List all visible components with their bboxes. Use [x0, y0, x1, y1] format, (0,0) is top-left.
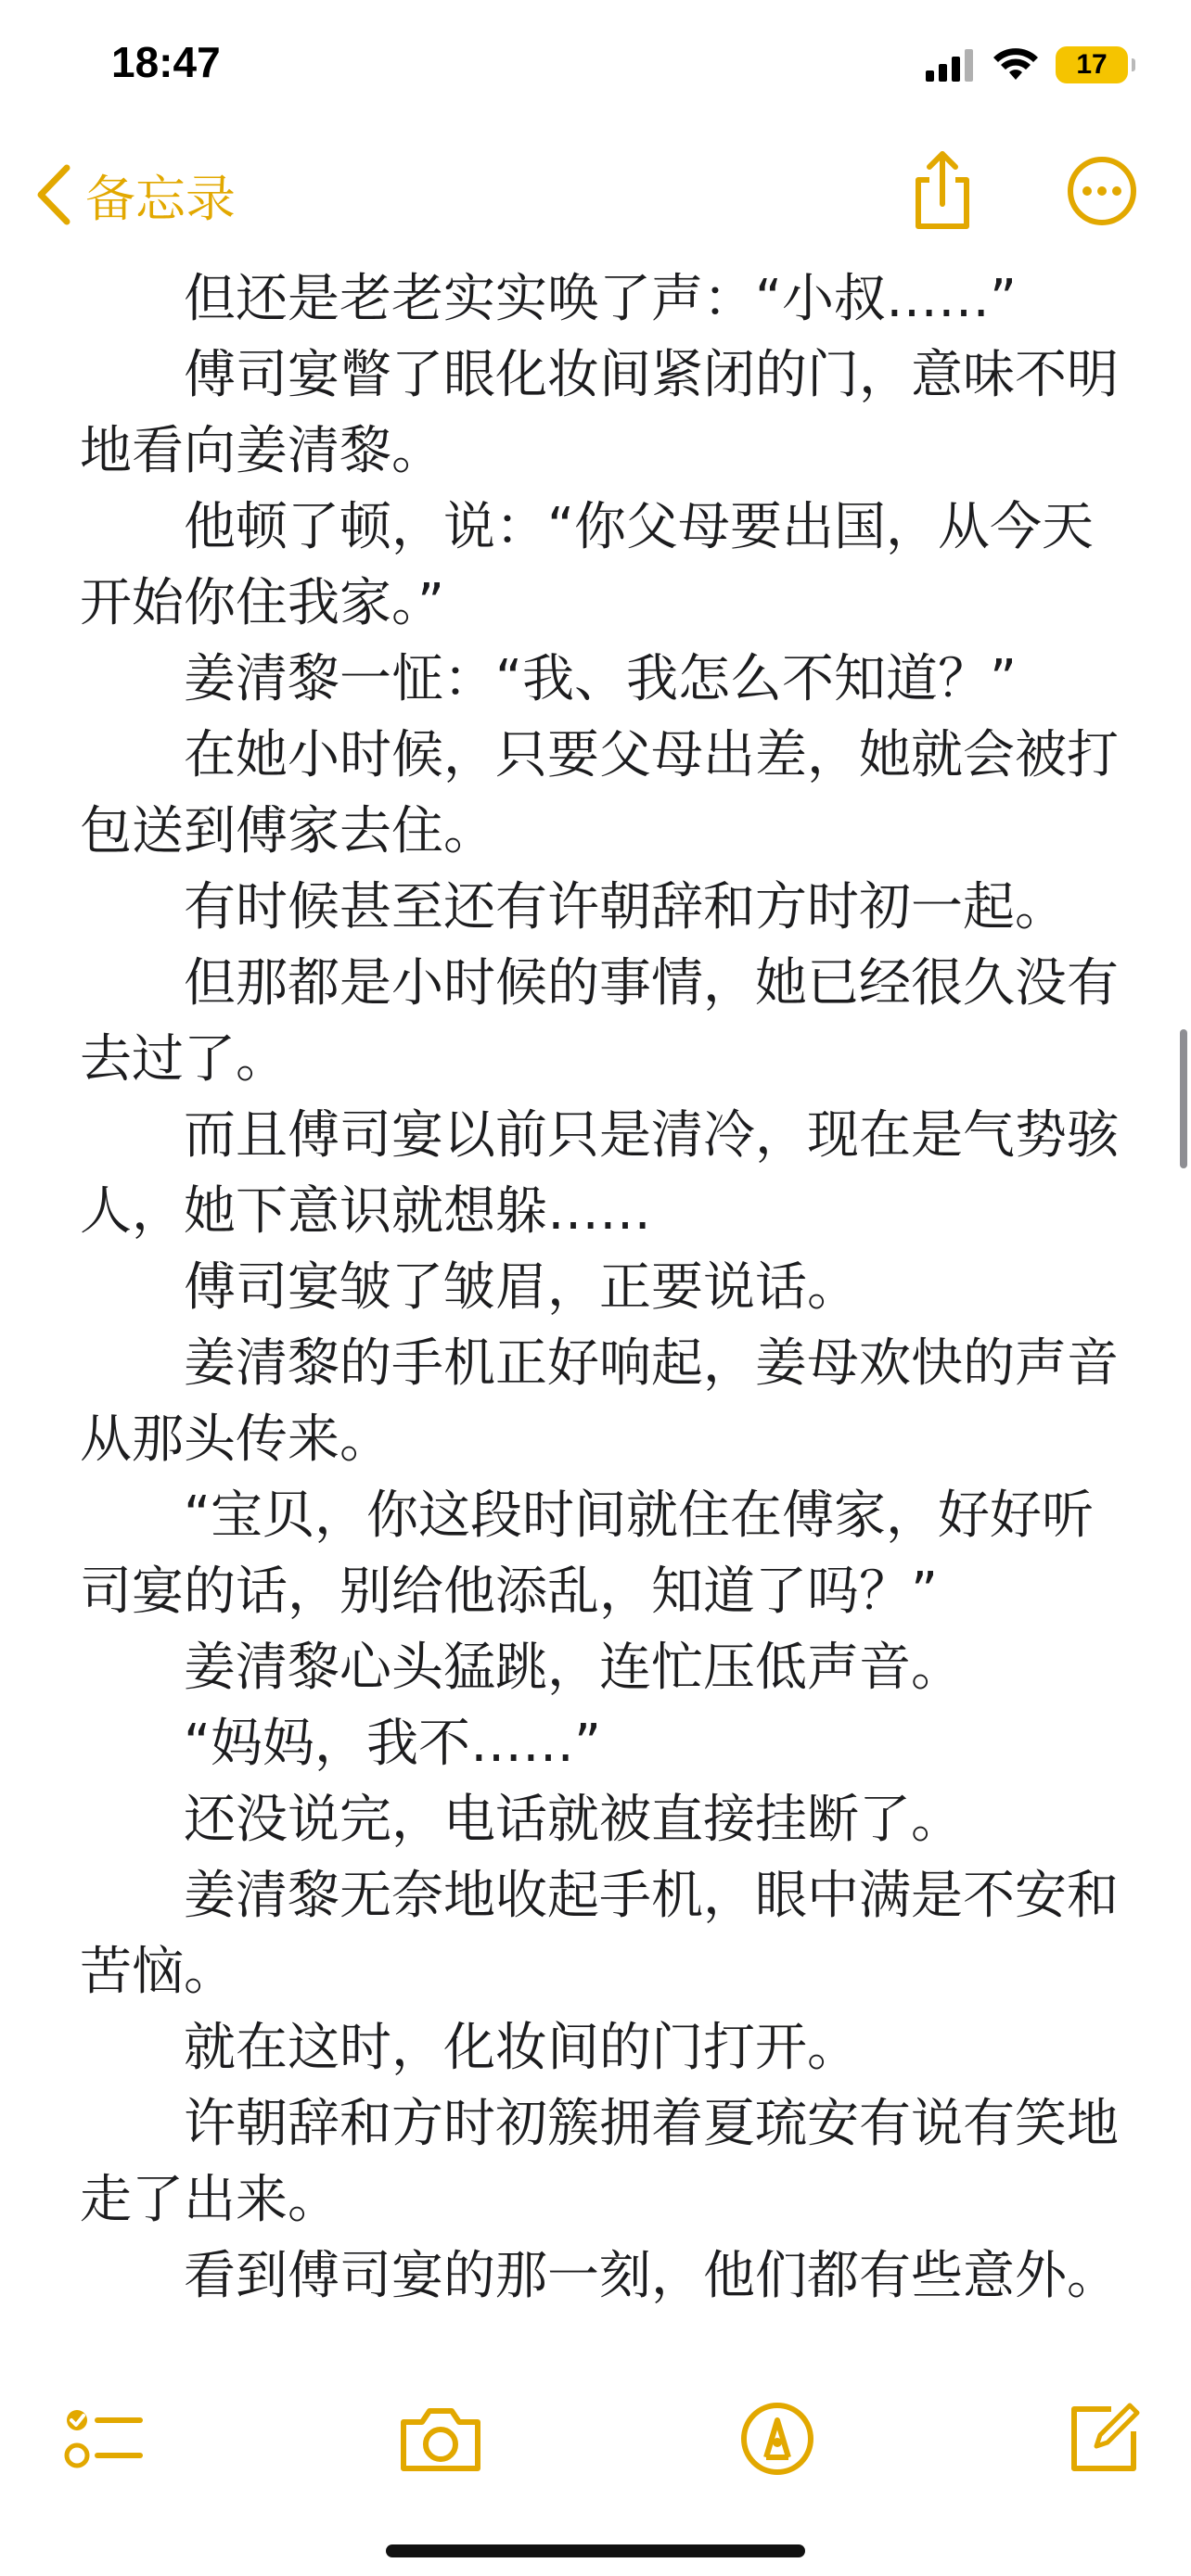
note-paragraph: 还没说完，电话就被直接挂断了。 — [184, 1790, 963, 1850]
note-paragraph: 许朝辞和方时初簇拥着夏琉安有说有笑地走了出来。 — [80, 2094, 1119, 2230]
note-paragraph: 但那都是小时候的事情，她已经很久没有去过了。 — [80, 953, 1119, 1090]
navigation-bar — [0, 139, 1191, 250]
wifi-icon — [992, 48, 1039, 82]
more-icon — [1065, 154, 1139, 228]
status-icons — [926, 46, 1128, 83]
compose-icon — [1065, 2400, 1143, 2478]
note-paragraph: 姜清黎无奈地收起手机，眼中满是不安和苦恼。 — [80, 1866, 1119, 2002]
note-paragraph: 在她小时候，只要父母出差，她就会被打包送到傅家去住。 — [80, 725, 1119, 861]
note-paragraph: 姜清黎的手机正好响起，姜母欢快的声音从那头传来。 — [80, 1333, 1119, 1470]
back-label: 备忘录 — [85, 169, 236, 228]
bottom-toolbar — [0, 2392, 1191, 2494]
scroll-indicator[interactable] — [1180, 1029, 1187, 1168]
battery-icon — [1056, 46, 1128, 83]
note-paragraph: 姜清黎心头猛跳，连忙压低声音。 — [184, 1638, 963, 1698]
compose-button[interactable] — [1057, 2392, 1150, 2485]
note-paragraph: 而且傅司宴以前只是清冷，现在是气势骇人，她下意识就想躲…… — [80, 1105, 1119, 1242]
more-button[interactable] — [1065, 154, 1139, 228]
cellular-signal-icon — [926, 48, 976, 82]
note-paragraph: “妈妈，我不……” — [184, 1714, 602, 1774]
note-paragraph: 姜清黎一怔：“我、我怎么不知道？” — [184, 649, 1018, 709]
share-button[interactable] — [905, 148, 980, 232]
share-icon — [905, 148, 980, 232]
status-time: 18:47 — [111, 38, 221, 86]
note-paragraph: 他顿了顿，说：“你父母要出国，从今天开始你住我家。” — [80, 497, 1095, 633]
note-paragraph: 就在这时，化妆间的门打开。 — [184, 2018, 859, 2078]
note-paragraph: 傅司宴瞥了眼化妆间紧闭的门，意味不明地看向姜清黎。 — [80, 345, 1119, 481]
camera-icon — [398, 2404, 483, 2474]
note-paragraph: 傅司宴皱了皱眉，正要说话。 — [184, 1257, 859, 1318]
chevron-left-icon — [35, 164, 72, 225]
home-indicator[interactable] — [386, 2544, 805, 2557]
checklist-icon — [64, 2402, 144, 2476]
checklist-button[interactable] — [58, 2392, 150, 2485]
note-body[interactable] — [80, 261, 1119, 2315]
back-button[interactable] — [35, 158, 236, 232]
markup-button[interactable] — [731, 2392, 824, 2485]
markup-pen-icon — [738, 2400, 816, 2478]
note-paragraph: 但还是老老实实唤了声：“小叔……” — [184, 269, 1018, 329]
status-bar — [0, 0, 1191, 139]
note-paragraph: 有时候甚至还有许朝辞和方时初一起。 — [184, 877, 1067, 937]
battery-level: 17 — [1076, 49, 1108, 80]
note-paragraph: “宝贝，你这段时间就住在傅家，好好听司宴的话，别给他添乱，知道了吗？” — [80, 1486, 1095, 1622]
note-paragraph: 看到傅司宴的那一刻，他们都有些意外。 — [184, 2246, 1119, 2306]
camera-button[interactable] — [394, 2392, 487, 2485]
